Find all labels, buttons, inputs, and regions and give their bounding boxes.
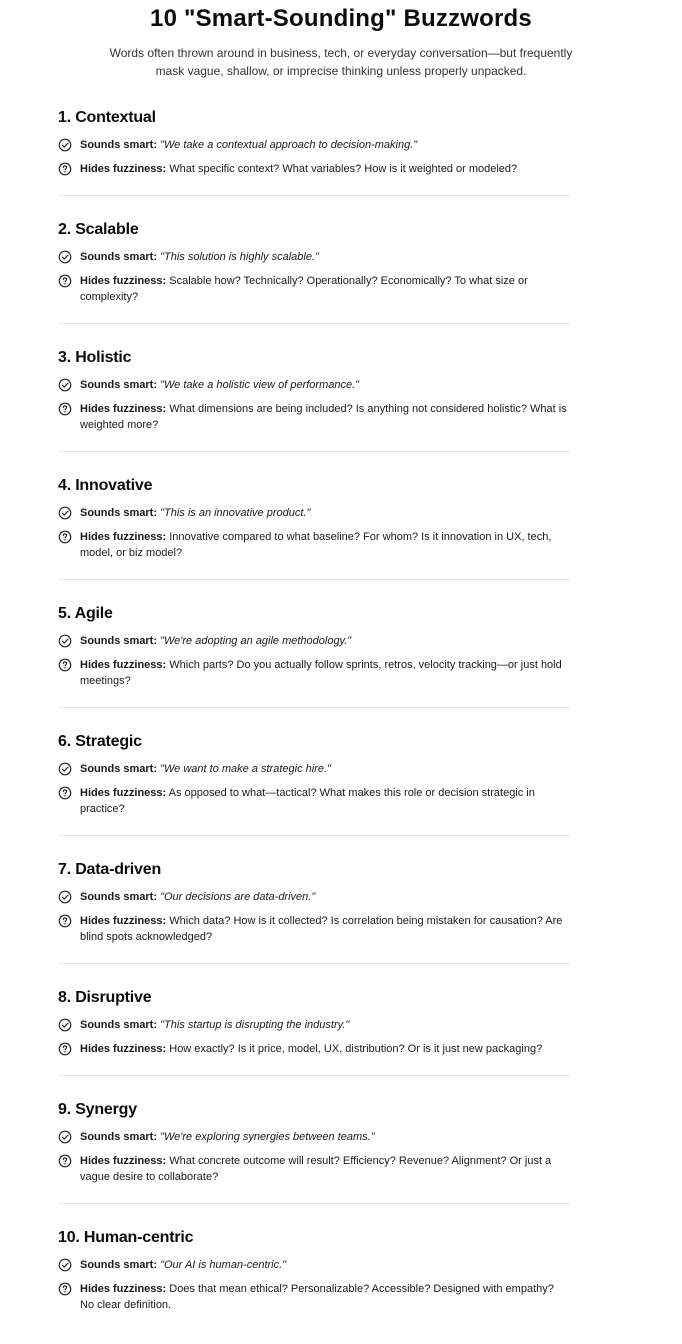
- sounds-smart-row: [58, 505, 570, 521]
- sounds-smart-row: [58, 377, 570, 393]
- sounds-smart-row: [58, 1257, 570, 1273]
- hides-fuzziness-text: How exactly? Is it price, model, UX, distribution? Or is it just new packaging?: [169, 1043, 543, 1055]
- sounds-smart-label: Sounds smart:: [80, 763, 158, 775]
- sounds-smart-label: Sounds smart:: [80, 1019, 158, 1031]
- sounds-smart-label: Sounds smart:: [80, 1131, 158, 1143]
- hides-fuzziness-label: Hides fuzziness:: [80, 1155, 167, 1167]
- sounds-smart-quote: "This startup is disrupting the industry.": [160, 1019, 350, 1031]
- check-circle-icon: [58, 378, 72, 392]
- hides-fuzziness-label: Hides fuzziness:: [80, 915, 167, 927]
- hides-fuzziness-label: Hides fuzziness:: [80, 275, 167, 287]
- sounds-smart-quote: "Our AI is human-centric.": [160, 1259, 287, 1271]
- question-circle-icon: [58, 274, 72, 288]
- buzzword-item: [58, 1098, 570, 1204]
- buzzword-heading: 10. Human-centric: [58, 1229, 194, 1246]
- hides-fuzziness-row: [58, 1281, 570, 1313]
- hides-fuzziness-label: Hides fuzziness:: [80, 1283, 167, 1295]
- buzzword-item: [58, 218, 570, 324]
- check-circle-icon: [58, 762, 72, 776]
- buzzword-item: [58, 986, 570, 1076]
- buzzword-heading: 6. Strategic: [58, 733, 142, 750]
- sounds-smart-row: [58, 889, 570, 905]
- sounds-smart-quote: "This is an innovative product.": [160, 507, 311, 519]
- hides-fuzziness-row: [58, 529, 570, 561]
- hides-fuzziness-row: [58, 785, 570, 817]
- buzzword-heading: 7. Data-driven: [58, 861, 162, 878]
- question-circle-icon: [58, 1282, 72, 1296]
- check-circle-icon: [58, 1018, 72, 1032]
- buzzword-heading: 1. Contextual: [58, 109, 156, 126]
- hides-fuzziness-row: [58, 1153, 570, 1185]
- sounds-smart-quote: "Our decisions are data-driven.": [160, 891, 316, 903]
- buzzword-item: [58, 346, 570, 452]
- hides-fuzziness-text: What concrete outcome will result? Efficiency? Revenue? Alignment? Or just a vague desire to collaborate?: [80, 1155, 552, 1183]
- check-circle-icon: [58, 250, 72, 264]
- sounds-smart-quote: "We're adopting an agile methodology.": [160, 635, 352, 647]
- sounds-smart-label: Sounds smart:: [80, 891, 158, 903]
- sounds-smart-label: Sounds smart:: [80, 251, 158, 263]
- question-circle-icon: [58, 530, 72, 544]
- sounds-smart-quote: "We want to make a strategic hire.": [160, 763, 331, 775]
- buzzword-heading: 2. Scalable: [58, 221, 139, 238]
- buzzword-heading: 8. Disruptive: [58, 989, 152, 1006]
- hides-fuzziness-text: Does that mean ethical? Personalizable? Accessible? Designed with empathy? No clear definition.: [80, 1283, 554, 1311]
- sounds-smart-row: [58, 249, 570, 265]
- buzzword-item: [58, 602, 570, 708]
- hides-fuzziness-label: Hides fuzziness:: [80, 659, 167, 671]
- question-circle-icon: [58, 786, 72, 800]
- sounds-smart-row: [58, 1017, 570, 1033]
- question-circle-icon: [58, 658, 72, 672]
- hides-fuzziness-label: Hides fuzziness:: [80, 403, 167, 415]
- check-circle-icon: [58, 506, 72, 520]
- question-circle-icon: [58, 162, 72, 176]
- buzzword-heading: 9. Synergy: [58, 1101, 137, 1118]
- sounds-smart-label: Sounds smart:: [80, 635, 158, 647]
- hides-fuzziness-text: Scalable how? Technically? Operationally? Economically? To what size or complexity?: [80, 275, 528, 303]
- sounds-smart-label: Sounds smart:: [80, 1259, 158, 1271]
- buzzword-heading: 3. Holistic: [58, 349, 132, 366]
- check-circle-icon: [58, 634, 72, 648]
- hides-fuzziness-row: [58, 657, 570, 689]
- buzzword-item: [58, 106, 570, 196]
- sounds-smart-row: [58, 633, 570, 649]
- hides-fuzziness-row: [58, 401, 570, 433]
- buzzword-item: [58, 730, 570, 836]
- hides-fuzziness-label: Hides fuzziness:: [80, 1043, 167, 1055]
- hides-fuzziness-text: As opposed to what—tactical? What makes this role or decision strategic in practice?: [80, 787, 535, 815]
- sounds-smart-quote: "We take a holistic view of performance.": [160, 379, 360, 391]
- check-circle-icon: [58, 1258, 72, 1272]
- buzzword-list: [0, 106, 570, 1331]
- page-subtitle: Words often thrown around in business, tech, or everyday conversation—but frequently mask vague, shallow, or imprecise thinking unless properly unpacked.: [109, 46, 573, 78]
- hides-fuzziness-text: What specific context? What variables? How is it weighted or modeled?: [169, 163, 518, 175]
- question-circle-icon: [58, 914, 72, 928]
- hides-fuzziness-text: Which parts? Do you actually follow sprints, retros, velocity tracking—or just hold meetings?: [80, 659, 562, 687]
- hides-fuzziness-label: Hides fuzziness:: [80, 531, 167, 543]
- hides-fuzziness-row: [58, 913, 570, 945]
- question-circle-icon: [58, 1154, 72, 1168]
- hides-fuzziness-row: [58, 161, 570, 177]
- hides-fuzziness-text: Which data? How is it collected? Is correlation being mistaken for causation? Are blind spots acknowledged?: [80, 915, 563, 943]
- buzzword-heading: 4. Innovative: [58, 477, 153, 494]
- sounds-smart-row: [58, 761, 570, 777]
- hides-fuzziness-text: What dimensions are being included? Is anything not considered holistic? What is weighted more?: [80, 403, 567, 431]
- question-circle-icon: [58, 1042, 72, 1056]
- sounds-smart-label: Sounds smart:: [80, 139, 158, 151]
- sounds-smart-row: [58, 1129, 570, 1145]
- buzzword-heading: 5. Agile: [58, 605, 113, 622]
- hides-fuzziness-row: [58, 273, 570, 305]
- sounds-smart-row: [58, 137, 570, 153]
- hides-fuzziness-label: Hides fuzziness:: [80, 787, 167, 799]
- hides-fuzziness-row: [58, 1041, 570, 1057]
- check-circle-icon: [58, 1130, 72, 1144]
- sounds-smart-quote: "We're exploring synergies between teams.": [160, 1131, 375, 1143]
- hides-fuzziness-text: Innovative compared to what baseline? For whom? Is it innovation in UX, tech, model, or biz model?: [80, 531, 552, 559]
- hides-fuzziness-label: Hides fuzziness:: [80, 163, 167, 175]
- buzzword-item: [58, 1226, 570, 1331]
- sounds-smart-quote: "This solution is highly scalable.": [160, 251, 319, 263]
- buzzword-item: [58, 474, 570, 580]
- question-circle-icon: [58, 402, 72, 416]
- check-circle-icon: [58, 138, 72, 152]
- buzzword-item: [58, 858, 570, 964]
- sounds-smart-quote: "We take a contextual approach to decision-making.": [160, 139, 418, 151]
- sounds-smart-label: Sounds smart:: [80, 507, 158, 519]
- sounds-smart-label: Sounds smart:: [80, 379, 158, 391]
- check-circle-icon: [58, 890, 72, 904]
- page-title: 10 "Smart-Sounding" Buzzwords: [150, 5, 532, 32]
